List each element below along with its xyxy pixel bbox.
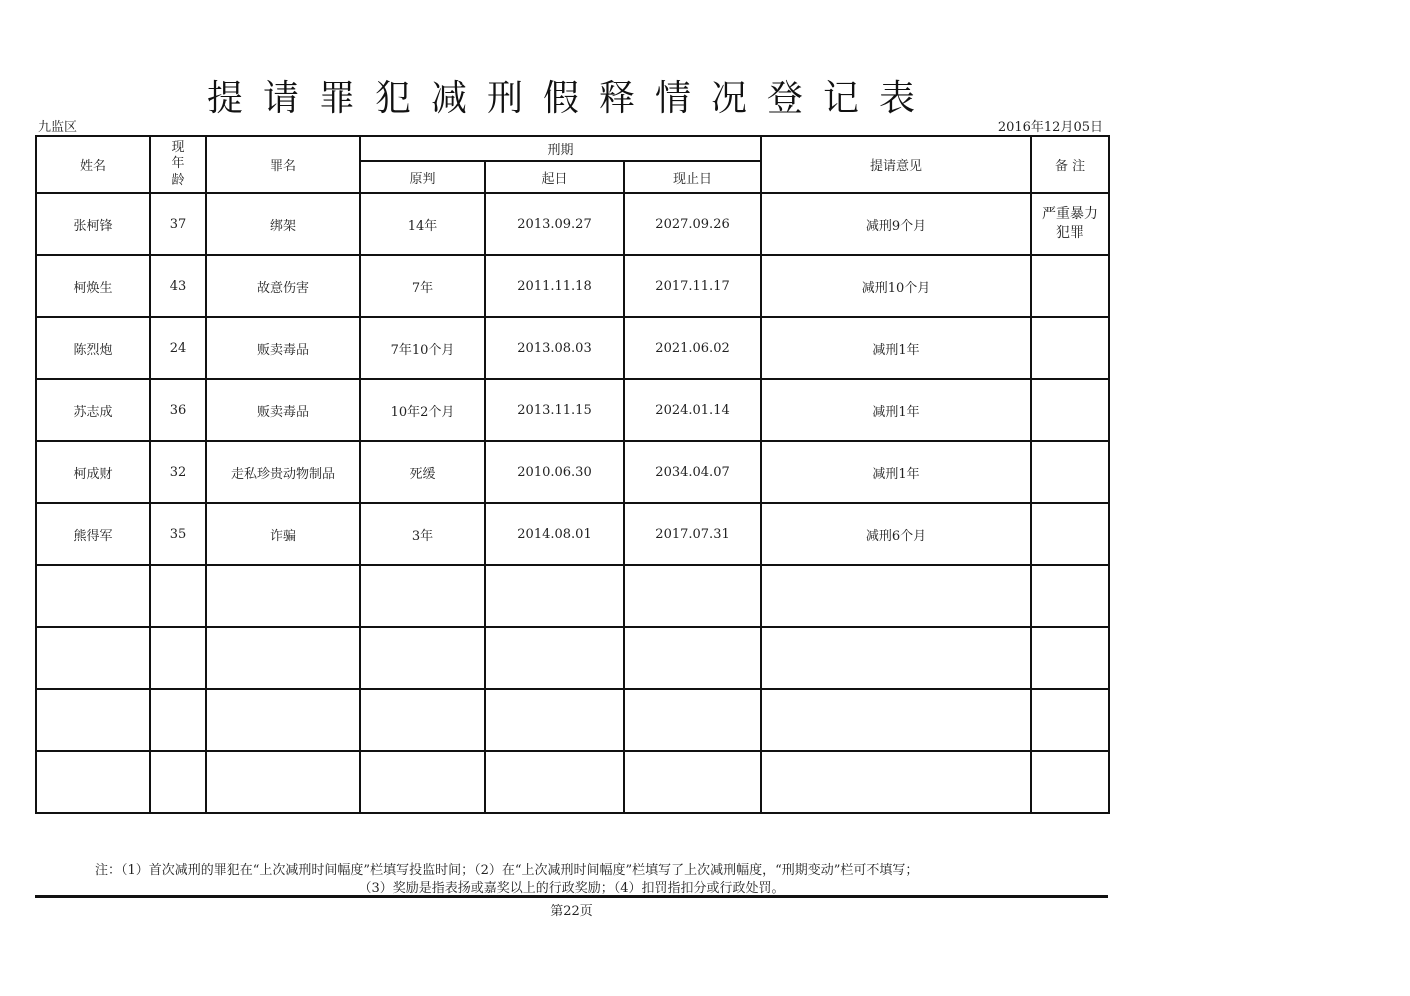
empty-cell <box>485 565 624 627</box>
empty-cell <box>485 689 624 751</box>
empty-cell <box>206 627 360 689</box>
empty-cell <box>150 751 206 813</box>
empty-cell <box>624 627 761 689</box>
table-row <box>36 379 1109 441</box>
empty-cell <box>761 627 1031 689</box>
cell-name: 熊得军 <box>36 503 150 565</box>
header-name: 姓名 <box>36 136 150 193</box>
cell-start: 2014.08.01 <box>485 503 624 565</box>
cell-start: 2013.08.03 <box>485 317 624 379</box>
district-label: 九监区 <box>38 120 78 135</box>
empty-cell <box>150 565 206 627</box>
empty-row <box>36 627 1109 689</box>
empty-cell <box>36 627 150 689</box>
cell-opinion: 减刑1年 <box>761 441 1031 503</box>
cell-remark <box>1031 441 1109 503</box>
cell-end: 2027.09.26 <box>624 193 761 255</box>
cell-start: 2013.09.27 <box>485 193 624 255</box>
cell-crime: 贩卖毒品 <box>206 317 360 379</box>
header-start: 起日 <box>485 161 624 193</box>
empty-cell <box>624 565 761 627</box>
table-row <box>36 193 1109 255</box>
empty-cell <box>485 627 624 689</box>
empty-cell <box>1031 689 1109 751</box>
header-age-label: 现 年 龄 <box>171 140 185 188</box>
cell-age: 36 <box>150 379 206 441</box>
empty-cell <box>206 565 360 627</box>
empty-cell <box>206 751 360 813</box>
empty-cell <box>624 689 761 751</box>
cell-original: 7年10个月 <box>360 317 485 379</box>
empty-cell <box>360 627 485 689</box>
cell-end: 2034.04.07 <box>624 441 761 503</box>
cell-opinion: 减刑10个月 <box>761 255 1031 317</box>
table-row <box>36 503 1109 565</box>
cell-crime: 走私珍贵动物制品 <box>206 441 360 503</box>
empty-cell <box>485 751 624 813</box>
cell-original: 10年2个月 <box>360 379 485 441</box>
cell-age: 32 <box>150 441 206 503</box>
empty-row <box>36 751 1109 813</box>
cell-remark <box>1031 379 1109 441</box>
empty-cell <box>761 751 1031 813</box>
header-crime: 罪名 <box>206 136 360 193</box>
empty-cell <box>1031 627 1109 689</box>
cell-opinion: 减刑6个月 <box>761 503 1031 565</box>
cell-age: 24 <box>150 317 206 379</box>
footnote-line-1: 注：（1）首次减刑的罪犯在“上次减刑时间幅度”栏填写投监时间；（2）在“上次减刑时间幅度”栏填写了上次减刑幅度，“刑期变动”栏可不填写； <box>95 863 919 878</box>
cell-start: 2013.11.15 <box>485 379 624 441</box>
cell-original: 7年 <box>360 255 485 317</box>
cell-start: 2010.06.30 <box>485 441 624 503</box>
cell-age: 37 <box>150 193 206 255</box>
cell-start: 2011.11.18 <box>485 255 624 317</box>
cell-name: 柯焕生 <box>36 255 150 317</box>
cell-name: 张柯锋 <box>36 193 150 255</box>
cell-name: 苏志成 <box>36 379 150 441</box>
empty-cell <box>206 689 360 751</box>
cell-crime: 贩卖毒品 <box>206 379 360 441</box>
empty-cell <box>36 565 150 627</box>
cell-opinion: 减刑1年 <box>761 317 1031 379</box>
cell-original: 14年 <box>360 193 485 255</box>
cell-remark <box>1031 255 1109 317</box>
empty-cell <box>36 751 150 813</box>
cell-name: 陈烈炮 <box>36 317 150 379</box>
table-row <box>36 317 1109 379</box>
cell-age: 43 <box>150 255 206 317</box>
cell-crime: 故意伤害 <box>206 255 360 317</box>
footnote <box>35 862 1108 898</box>
cell-end: 2024.01.14 <box>624 379 761 441</box>
table-row <box>36 255 1109 317</box>
empty-cell <box>150 627 206 689</box>
form-title: 提请罪犯减刑假释情况登记表 <box>206 78 935 119</box>
empty-cell <box>624 751 761 813</box>
empty-cell <box>360 751 485 813</box>
footnote-line-2: （3）奖励是指表扬或嘉奖以上的行政奖励；（4）扣罚指扣分或行政处罚。 <box>358 881 785 896</box>
empty-cell <box>360 565 485 627</box>
form-date: 2016年12月05日 <box>997 120 1103 135</box>
empty-cell <box>761 565 1031 627</box>
cell-remark <box>1031 317 1109 379</box>
registration-table <box>35 135 1110 814</box>
table-row <box>36 441 1109 503</box>
page-number: 第22页 <box>550 904 593 919</box>
header-opinion: 提请意见 <box>761 136 1031 193</box>
cell-crime: 诈骗 <box>206 503 360 565</box>
cell-opinion: 减刑9个月 <box>761 193 1031 255</box>
header-remark: 备 注 <box>1031 136 1109 193</box>
empty-row <box>36 689 1109 751</box>
cell-end: 2021.06.02 <box>624 317 761 379</box>
empty-cell <box>150 689 206 751</box>
cell-remark: 严重暴力犯罪 <box>1031 193 1109 255</box>
empty-row <box>36 565 1109 627</box>
cell-name: 柯成财 <box>36 441 150 503</box>
cell-age: 35 <box>150 503 206 565</box>
header-age <box>150 136 206 193</box>
empty-cell <box>360 689 485 751</box>
cell-opinion: 减刑1年 <box>761 379 1031 441</box>
cell-original: 死缓 <box>360 441 485 503</box>
empty-cell <box>1031 751 1109 813</box>
header-sentence: 刑期 <box>360 136 761 161</box>
divider <box>35 895 1108 898</box>
header-end: 现止日 <box>624 161 761 193</box>
cell-end: 2017.11.17 <box>624 255 761 317</box>
empty-cell <box>36 689 150 751</box>
cell-end: 2017.07.31 <box>624 503 761 565</box>
empty-cell <box>1031 565 1109 627</box>
cell-crime: 绑架 <box>206 193 360 255</box>
empty-cell <box>761 689 1031 751</box>
cell-remark <box>1031 503 1109 565</box>
header-original: 原判 <box>360 161 485 193</box>
cell-original: 3年 <box>360 503 485 565</box>
